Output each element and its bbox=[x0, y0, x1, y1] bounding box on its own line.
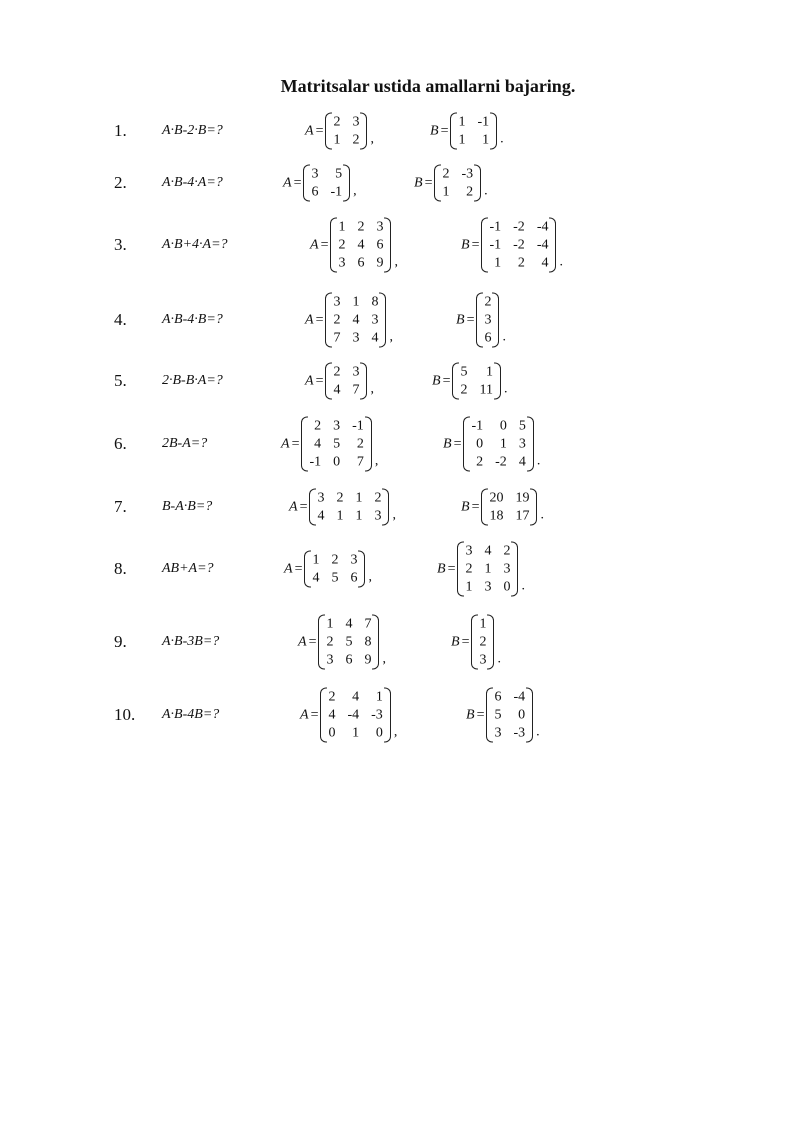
problem-expression: A·B+4·A=? bbox=[162, 237, 228, 252]
matrix-cell: 1 bbox=[355, 490, 363, 506]
matrix-name: B bbox=[461, 499, 470, 514]
equals-sign: = bbox=[308, 634, 317, 649]
problem-expression: B-A·B=? bbox=[162, 499, 213, 514]
matrix-cell: 2 bbox=[357, 219, 365, 235]
matrix-b bbox=[443, 417, 540, 472]
matrix-cell: 5 bbox=[333, 436, 341, 452]
matrix-grid bbox=[457, 113, 490, 150]
left-bracket bbox=[486, 688, 493, 743]
punctuation: , bbox=[389, 329, 393, 345]
matrix-cell: 4 bbox=[345, 616, 353, 632]
matrix-cell: 2 bbox=[356, 436, 364, 452]
problem-expression: 2B-A=? bbox=[162, 436, 208, 451]
right-bracket bbox=[530, 489, 537, 526]
matrix-name: A bbox=[305, 312, 314, 327]
matrix-cell: 0 bbox=[476, 436, 484, 452]
problem-number: 4. bbox=[114, 310, 127, 329]
right-bracket bbox=[511, 542, 518, 597]
matrix-cell: 3 bbox=[479, 652, 487, 668]
matrix-grid bbox=[325, 615, 372, 670]
right-bracket bbox=[382, 489, 389, 526]
problem-expression: A·B-4B=? bbox=[162, 707, 220, 722]
matrix-cell: 1 bbox=[338, 219, 346, 235]
equals-sign: = bbox=[320, 237, 329, 252]
matrix-b bbox=[430, 113, 504, 150]
equals-sign: = bbox=[299, 499, 308, 514]
matrix-grid bbox=[332, 113, 360, 150]
matrix-cell: 5 bbox=[335, 166, 343, 182]
matrix-cell: 2 bbox=[460, 382, 468, 398]
matrix-cell: 3 bbox=[333, 418, 341, 434]
right-bracket bbox=[384, 688, 391, 743]
matrix-cell: 2 bbox=[352, 132, 360, 148]
matrix-cell: -1 bbox=[330, 184, 343, 200]
matrix-cell: 0 bbox=[518, 707, 526, 723]
matrix-cell: 3 bbox=[338, 255, 346, 271]
matrix-b bbox=[451, 615, 501, 670]
matrix-b bbox=[456, 293, 506, 348]
matrix-name: B bbox=[466, 707, 475, 722]
matrix-cell: 6 bbox=[357, 255, 365, 271]
matrix-cell: 2 bbox=[466, 184, 474, 200]
matrix-cell: 2 bbox=[479, 634, 487, 650]
right-bracket bbox=[549, 218, 556, 273]
equals-sign: = bbox=[315, 312, 324, 327]
right-bracket bbox=[527, 417, 534, 472]
matrix-grid bbox=[464, 542, 511, 597]
left-bracket bbox=[325, 363, 332, 400]
matrix-cell: 3 bbox=[376, 219, 384, 235]
equals-sign: = bbox=[471, 237, 480, 252]
matrix-cell: 2 bbox=[333, 114, 341, 130]
matrix-cell: 0 bbox=[375, 725, 383, 741]
problem-expression: A·B-4·A=? bbox=[162, 175, 223, 190]
equals-sign: = bbox=[294, 561, 303, 576]
matrix-grid bbox=[470, 417, 526, 472]
matrix-cell: 1 bbox=[479, 616, 487, 632]
left-bracket bbox=[325, 113, 332, 150]
problem-number: 3. bbox=[114, 235, 127, 254]
matrix-cell: 4 bbox=[352, 312, 360, 328]
left-bracket bbox=[304, 551, 311, 588]
matrix-cell: 0 bbox=[328, 725, 336, 741]
problem-expression: 2·B-B·A=? bbox=[162, 373, 223, 388]
matrix-cell: 3 bbox=[352, 114, 360, 130]
matrix-name: B bbox=[437, 561, 446, 576]
matrix-name: A bbox=[298, 634, 307, 649]
matrix-a bbox=[283, 165, 357, 202]
matrix-name: A bbox=[289, 499, 298, 514]
matrix-cell: 3 bbox=[374, 508, 382, 524]
left-bracket bbox=[450, 113, 457, 150]
matrix-cell: 7 bbox=[364, 616, 372, 632]
matrix-cell: -4 bbox=[513, 689, 526, 705]
right-bracket bbox=[343, 165, 350, 202]
equals-sign: = bbox=[453, 436, 462, 451]
left-bracket bbox=[481, 489, 488, 526]
matrix-cell: 9 bbox=[364, 652, 372, 668]
matrix-cell: 3 bbox=[518, 436, 526, 452]
matrix-cell: 3 bbox=[465, 543, 473, 559]
matrix-cell: 2 bbox=[314, 418, 322, 434]
equals-sign: = bbox=[424, 175, 433, 190]
matrix-cell: 1 bbox=[312, 552, 320, 568]
matrix-cell: 20 bbox=[489, 490, 504, 506]
matrix-cell: 2 bbox=[328, 689, 336, 705]
problem-number: 10. bbox=[114, 705, 136, 724]
matrix-grid bbox=[332, 363, 360, 400]
left-bracket bbox=[325, 293, 332, 348]
matrix-cell: -1 bbox=[352, 418, 364, 434]
matrix-cell: 1 bbox=[465, 579, 473, 595]
matrix-cell: 3 bbox=[494, 725, 502, 741]
equals-sign: = bbox=[310, 707, 319, 722]
matrix-cell: 2 bbox=[442, 166, 450, 182]
matrix-name: A bbox=[305, 373, 314, 388]
matrix-cell: 3 bbox=[352, 330, 360, 346]
left-bracket bbox=[303, 165, 310, 202]
right-bracket bbox=[372, 615, 379, 670]
problem-expression: A·B-3B=? bbox=[162, 634, 220, 649]
matrix-name: A bbox=[284, 561, 293, 576]
punctuation: . bbox=[500, 131, 504, 147]
matrix-cell: 2 bbox=[503, 543, 511, 559]
problem-expression: A·B-2·B=? bbox=[162, 123, 223, 138]
left-bracket bbox=[301, 417, 308, 472]
matrix-name: A bbox=[310, 237, 319, 252]
matrix-cell: 8 bbox=[364, 634, 372, 650]
matrix-cell: 2 bbox=[517, 255, 525, 271]
matrix-grid bbox=[308, 417, 364, 472]
matrix-cell: 2 bbox=[333, 364, 341, 380]
matrix-name: B bbox=[443, 436, 452, 451]
matrix-cell: 6 bbox=[484, 330, 492, 346]
matrix-a bbox=[305, 293, 393, 348]
right-bracket bbox=[360, 113, 367, 150]
matrix-cell: -1 bbox=[489, 219, 502, 235]
left-bracket bbox=[452, 363, 459, 400]
punctuation: . bbox=[484, 183, 488, 199]
right-bracket bbox=[526, 688, 533, 743]
matrix-cell: 3 bbox=[311, 166, 319, 182]
matrix-grid bbox=[337, 218, 384, 273]
equals-sign: = bbox=[442, 373, 451, 388]
punctuation: , bbox=[368, 569, 372, 585]
matrix-cell: 3 bbox=[350, 552, 358, 568]
matrix-cell: 1 bbox=[355, 508, 363, 524]
matrix-cell: 17 bbox=[515, 508, 530, 524]
matrix-a bbox=[281, 417, 378, 472]
equals-sign: = bbox=[461, 634, 470, 649]
equals-sign: = bbox=[476, 707, 485, 722]
matrix-cell: -1 bbox=[471, 418, 484, 434]
punctuation: . bbox=[521, 578, 525, 594]
equals-sign: = bbox=[315, 123, 324, 138]
punctuation: . bbox=[536, 724, 540, 740]
matrix-name: B bbox=[451, 634, 460, 649]
matrix-cell: 1 bbox=[352, 294, 360, 310]
matrix-cell: 1 bbox=[442, 184, 450, 200]
problem-number: 6. bbox=[114, 434, 127, 453]
matrix-cell: 5 bbox=[331, 570, 339, 586]
matrix-cell: 5 bbox=[518, 418, 526, 434]
matrix-cell: 6 bbox=[345, 652, 353, 668]
matrix-cell: 4 bbox=[484, 543, 492, 559]
matrix-b bbox=[461, 218, 563, 273]
matrix-cell: 0 bbox=[503, 579, 511, 595]
right-bracket bbox=[365, 417, 372, 472]
matrix-grid bbox=[332, 293, 379, 348]
matrix-cell: 1 bbox=[336, 508, 344, 524]
left-bracket bbox=[309, 489, 316, 526]
matrix-name: B bbox=[430, 123, 439, 138]
matrix-cell: 7 bbox=[333, 330, 341, 346]
punctuation: , bbox=[370, 131, 374, 147]
right-bracket bbox=[358, 551, 365, 588]
matrix-cell: 4 bbox=[352, 689, 360, 705]
matrix-cell: 1 bbox=[499, 436, 507, 452]
punctuation: , bbox=[382, 651, 386, 667]
matrix-grid bbox=[311, 551, 358, 588]
matrix-grid bbox=[493, 688, 526, 743]
punctuation: . bbox=[540, 507, 544, 523]
matrix-grid bbox=[310, 165, 343, 202]
matrix-a bbox=[305, 113, 374, 150]
problem-number: 2. bbox=[114, 173, 127, 192]
matrix-cell: 1 bbox=[326, 616, 334, 632]
matrix-cell: 5 bbox=[494, 707, 502, 723]
matrix-cell: 3 bbox=[484, 579, 492, 595]
right-bracket bbox=[474, 165, 481, 202]
matrix-cell: 0 bbox=[499, 418, 507, 434]
punctuation: , bbox=[394, 254, 398, 270]
matrix-cell: 1 bbox=[352, 725, 360, 741]
right-bracket bbox=[490, 113, 497, 150]
matrix-a bbox=[305, 363, 374, 400]
matrix-cell: 3 bbox=[326, 652, 334, 668]
matrix-cell: 2 bbox=[326, 634, 334, 650]
matrix-cell: -3 bbox=[371, 707, 383, 723]
matrix-cell: 2 bbox=[338, 237, 346, 253]
left-bracket bbox=[481, 218, 488, 273]
matrix-cell: 2 bbox=[484, 294, 492, 310]
matrix-cell: 1 bbox=[484, 561, 492, 577]
matrix-cell: -4 bbox=[347, 707, 360, 723]
matrix-a bbox=[310, 218, 398, 273]
matrix-b bbox=[432, 363, 507, 400]
matrix-cell: 1 bbox=[494, 255, 502, 271]
punctuation: . bbox=[502, 329, 506, 345]
matrix-cell: 2 bbox=[336, 490, 344, 506]
matrix-cell: 1 bbox=[458, 132, 466, 148]
matrix-cell: -1 bbox=[477, 114, 490, 130]
equals-sign: = bbox=[291, 436, 300, 451]
right-bracket bbox=[384, 218, 391, 273]
matrix-cell: -1 bbox=[309, 454, 322, 470]
matrix-cell: 1 bbox=[482, 132, 490, 148]
matrix-name: B bbox=[456, 312, 465, 327]
matrix-a bbox=[298, 615, 386, 670]
matrix-cell: -4 bbox=[536, 219, 549, 235]
matrix-cell: 3 bbox=[484, 312, 492, 328]
punctuation: . bbox=[497, 651, 501, 667]
left-bracket bbox=[434, 165, 441, 202]
matrix-cell: 7 bbox=[356, 454, 364, 470]
matrix-cell: 4 bbox=[314, 436, 322, 452]
matrix-cell: 19 bbox=[515, 490, 530, 506]
problem-number: 5. bbox=[114, 371, 127, 390]
right-bracket bbox=[487, 615, 494, 670]
matrix-b bbox=[437, 542, 525, 597]
right-bracket bbox=[494, 363, 501, 400]
matrix-grid bbox=[327, 688, 383, 743]
equals-sign: = bbox=[447, 561, 456, 576]
matrix-cell: 5 bbox=[345, 634, 353, 650]
matrix-cell: 0 bbox=[333, 454, 341, 470]
matrix-cell: 4 bbox=[328, 707, 336, 723]
matrix-cell: 3 bbox=[503, 561, 511, 577]
matrix-cell: 1 bbox=[485, 364, 493, 380]
problem-number: 9. bbox=[114, 632, 127, 651]
problem-expression: AB+A=? bbox=[162, 561, 214, 576]
matrix-cell: -3 bbox=[461, 166, 474, 182]
page-title: Matritsalar ustida amallarni bajaring. bbox=[280, 76, 576, 96]
matrix-name: A bbox=[300, 707, 309, 722]
matrix-cell: 6 bbox=[350, 570, 358, 586]
equals-sign: = bbox=[471, 499, 480, 514]
right-bracket bbox=[492, 293, 499, 348]
matrix-cell: -2 bbox=[513, 219, 525, 235]
matrix-cell: 2 bbox=[465, 561, 473, 577]
punctuation: , bbox=[353, 183, 357, 199]
matrix-cell: 2 bbox=[374, 490, 382, 506]
equals-sign: = bbox=[440, 123, 449, 138]
matrix-cell: 3 bbox=[371, 312, 379, 328]
matrix-cell: 11 bbox=[479, 382, 493, 398]
matrix-name: B bbox=[414, 175, 423, 190]
punctuation: , bbox=[392, 507, 396, 523]
matrix-cell: -2 bbox=[495, 454, 507, 470]
matrix-cell: 6 bbox=[311, 184, 319, 200]
problem-number: 7. bbox=[114, 497, 127, 516]
matrix-grid bbox=[483, 293, 492, 348]
matrix-cell: 9 bbox=[376, 255, 384, 271]
matrix-cell: -2 bbox=[513, 237, 525, 253]
punctuation: . bbox=[503, 381, 508, 397]
matrix-grid bbox=[488, 489, 530, 526]
matrix-name: B bbox=[461, 237, 470, 252]
matrix-cell: -4 bbox=[536, 237, 549, 253]
matrix-cell: 2 bbox=[333, 312, 341, 328]
equals-sign: = bbox=[466, 312, 475, 327]
matrix-cell: 7 bbox=[352, 382, 360, 398]
problem-number: 1. bbox=[114, 121, 127, 140]
matrix-cell: 4 bbox=[371, 330, 379, 346]
left-bracket bbox=[330, 218, 337, 273]
punctuation: , bbox=[393, 724, 398, 740]
matrix-cell: 3 bbox=[333, 294, 341, 310]
matrix-cell: 4 bbox=[312, 570, 320, 586]
matrix-cell: 4 bbox=[541, 255, 549, 271]
matrix-cell: -3 bbox=[513, 725, 526, 741]
matrix-cell: 3 bbox=[317, 490, 325, 506]
matrix-cell: 4 bbox=[317, 508, 325, 524]
equals-sign: = bbox=[315, 373, 324, 388]
matrix-grid bbox=[478, 615, 487, 670]
matrix-a bbox=[284, 551, 372, 588]
matrix-a bbox=[300, 688, 397, 743]
matrix-cell: 4 bbox=[333, 382, 341, 398]
matrix-cell: 6 bbox=[494, 689, 502, 705]
matrix-grid bbox=[441, 165, 474, 202]
matrix-cell: 3 bbox=[352, 364, 360, 380]
left-bracket bbox=[463, 417, 470, 472]
matrix-cell: 8 bbox=[371, 294, 379, 310]
right-bracket bbox=[360, 363, 367, 400]
punctuation: , bbox=[374, 453, 379, 469]
matrix-grid bbox=[316, 489, 382, 526]
punctuation: , bbox=[370, 381, 374, 397]
matrix-name: B bbox=[432, 373, 441, 388]
matrix-a bbox=[289, 489, 396, 526]
matrix-cell: 6 bbox=[376, 237, 384, 253]
matrix-cell: -1 bbox=[489, 237, 502, 253]
right-bracket bbox=[379, 293, 386, 348]
matrix-grid bbox=[488, 218, 549, 273]
matrix-cell: 2 bbox=[331, 552, 339, 568]
matrix-cell: 4 bbox=[518, 454, 526, 470]
left-bracket bbox=[471, 615, 478, 670]
matrix-name: A bbox=[305, 123, 314, 138]
matrix-cell: 4 bbox=[357, 237, 365, 253]
matrix-cell: 18 bbox=[489, 508, 504, 524]
matrix-b bbox=[414, 165, 488, 202]
punctuation: . bbox=[559, 254, 563, 270]
matrix-cell: 1 bbox=[375, 689, 383, 705]
problem-number: 8. bbox=[114, 559, 127, 578]
problem-expression: A·B-4·B=? bbox=[162, 312, 223, 327]
left-bracket bbox=[457, 542, 464, 597]
matrix-cell: 5 bbox=[460, 364, 468, 380]
matrix-name: A bbox=[281, 436, 290, 451]
matrix-b bbox=[461, 489, 544, 526]
matrix-cell: 1 bbox=[458, 114, 466, 130]
matrix-cell: 2 bbox=[476, 454, 484, 470]
matrix-grid bbox=[459, 363, 493, 400]
equals-sign: = bbox=[293, 175, 302, 190]
left-bracket bbox=[320, 688, 327, 743]
left-bracket bbox=[318, 615, 325, 670]
left-bracket bbox=[476, 293, 483, 348]
punctuation: . bbox=[536, 453, 541, 469]
matrix-b bbox=[466, 688, 540, 743]
matrix-name: A bbox=[283, 175, 292, 190]
matrix-cell: 1 bbox=[333, 132, 341, 148]
